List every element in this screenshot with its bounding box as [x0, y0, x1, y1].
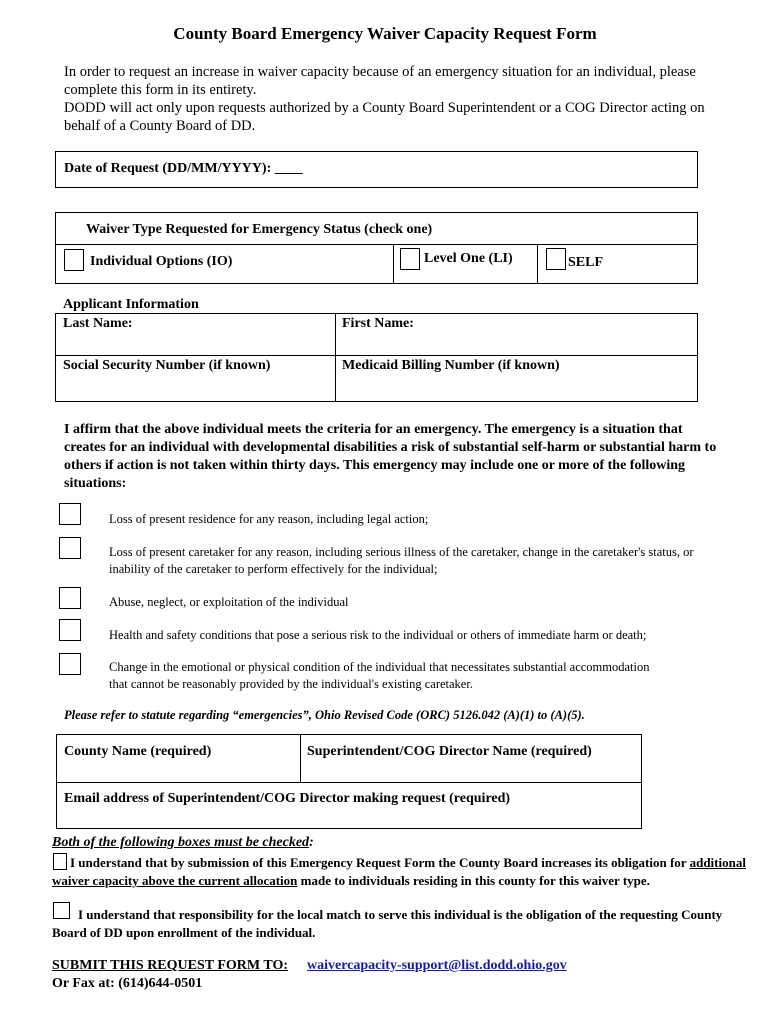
level-one-checkbox[interactable] — [400, 248, 420, 270]
submit-email-link[interactable]: waivercapacity-support@list.dodd.ohio.gov — [307, 958, 567, 973]
criterion-2-text: Loss of present caretaker for any reason, including serious illness of the caretaker, change in the caretaker's status, or inability of the caretaker to perform effectively for the individual; — [109, 545, 694, 576]
last-name-label: Last Name: — [63, 316, 133, 331]
intro-text — [64, 63, 714, 135]
both-boxes-heading: Both of the following boxes must be checked: — [52, 835, 314, 850]
waiver-type-table — [55, 212, 698, 284]
submit-line — [52, 958, 567, 974]
ssn-label: Social Security Number (if known) — [63, 358, 271, 373]
acknowledgement-2-text: I understand that responsibility for the local match to serve this individual is the obligation of the requesting County Board of DD upon enrollment of the individual. — [52, 907, 723, 940]
waiver-type-heading: Waiver Type Requested for Emergency Status (check one) — [86, 222, 433, 237]
affirmation-text: I affirm that the above individual meets the criteria for an emergency. The emergency is a situation that creates for an individual with developmental disabilities a risk of substantial self-harm or substantial harm to others if action is not taken within thirty days. This emergency may include one or more of the following situations: — [64, 422, 717, 491]
superintendent-name-label: Superintendent/COG Director Name (required) — [307, 744, 592, 759]
acknowledgement-1-text: I understand that by submission of this Emergency Request Form the County Board increases its obligation for additional waiver capacity above the current allocation made to individuals residing in this county for this waiver type. — [52, 855, 746, 888]
intro-paragraph-2: DODD will act only upon requests authorized by a County Board Superintendent or a COG Director acting on behalf of a County Board of DD. — [64, 100, 705, 134]
date-of-request-label: Date of Request (DD/MM/YYYY): ____ — [64, 161, 303, 176]
county-name-label: County Name (required) — [64, 744, 212, 759]
criterion-1-text: Loss of present residence for any reason, including legal action; — [109, 512, 429, 526]
criterion-3-checkbox[interactable] — [59, 587, 81, 609]
criterion-4-checkbox[interactable] — [59, 619, 81, 641]
criterion-3-text: Abuse, neglect, or exploitation of the individual — [109, 595, 349, 609]
level-one-option-label: Level One (LI) — [424, 251, 513, 266]
county-info-table — [56, 734, 642, 829]
date-of-request-box[interactable] — [55, 151, 698, 188]
criterion-1-checkbox[interactable] — [59, 503, 81, 525]
applicant-info-heading: Applicant Information — [63, 297, 199, 312]
medicaid-label: Medicaid Billing Number (if known) — [342, 358, 560, 373]
email-address-label: Email address of Superintendent/COG Director making request (required) — [64, 791, 511, 806]
intro-paragraph-1: In order to request an increase in waiver capacity because of an emergency situation for an individual, please complete this form in its entirety. — [64, 64, 696, 98]
statute-note: Please refer to statute regarding “emergencies”, Ohio Revised Code (ORC) 5126.042 (A)(1) to (A)(5). — [64, 708, 585, 722]
submit-label: SUBMIT THIS REQUEST FORM TO: — [52, 958, 288, 973]
criterion-2-checkbox[interactable] — [59, 537, 81, 559]
self-option-label: SELF — [568, 255, 604, 270]
io-checkbox[interactable] — [64, 249, 84, 271]
self-checkbox[interactable] — [546, 248, 566, 270]
criterion-4-text: Health and safety conditions that pose a serious risk to the individual or others of immediate harm or death; — [109, 628, 647, 642]
criterion-5-checkbox[interactable] — [59, 653, 81, 675]
fax-line: Or Fax at: (614)644-0501 — [52, 976, 203, 991]
first-name-label: First Name: — [342, 316, 414, 331]
criterion-5-text: Change in the emotional or physical condition of the individual that necessitates substantial accommodation that cannot be reasonably provided by the individual's existing caretaker. — [109, 660, 650, 691]
io-option-label: Individual Options (IO) — [90, 254, 233, 269]
form-title: County Board Emergency Waiver Capacity Request Form — [173, 24, 597, 43]
applicant-info-table — [55, 313, 698, 402]
